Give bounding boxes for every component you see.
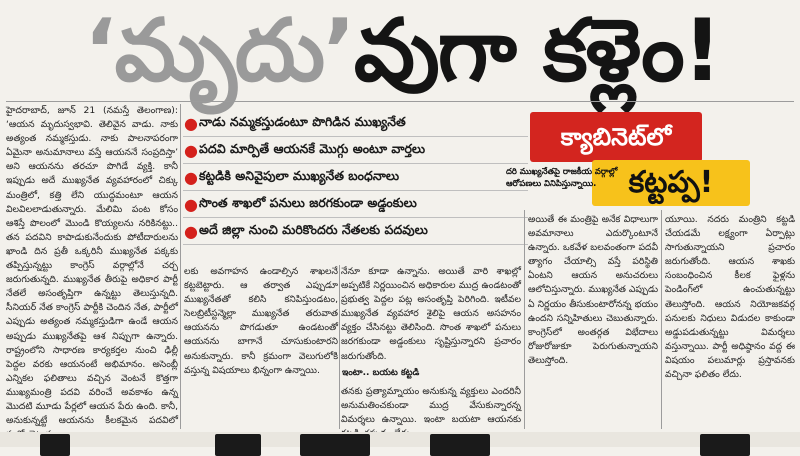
column-divider-3 — [524, 210, 525, 429]
bullet-text: పదవి మార్పితే ఆయనకే మొగ్గు అంటూ వార్తలు — [199, 140, 426, 156]
column-divider-1 — [180, 104, 181, 429]
bullet-text: సొంత శాఖలో పనులు జరగకుండా అడ్డంకులు — [199, 194, 417, 210]
bullet-dot-icon: ● — [184, 194, 198, 214]
bullet-dot-icon: ● — [184, 167, 198, 187]
article-column-5: యూయి. నదరు మంత్రిని కట్టడి చేయడమే లక్ష్యంగా ఏర్పాట్లు సాగుతున్నాయని ప్రచారం జరుగుతోంది. ఆయన శాఖకు సంబంధించిన కీలక ఫైళ్లను పెండింగ్‌లో ఉంచుతున్నట్టు తెలుస్తోంది. ఆయన నియోజకవర్గ పనులకు నిధులు విడుదల కాకుండా అడ్డుపడుతున్నట్టు విమర్శలు వస్తున్నాయి. పార్టీ అధిష్ఠానం వద్ద ఈ విషయం పలుమార్లు ప్రస్తావనకు వచ్చినా ఫలితం లేదు. — [665, 214, 795, 381]
next-headline-fragment — [215, 434, 261, 456]
headline — [6, 2, 798, 100]
cabinet-badge: క్యాబినెట్‌లో — [530, 112, 702, 162]
next-headline-fragment — [430, 434, 490, 456]
subheading: ఇంటా.. బయట కట్టడి — [342, 368, 420, 378]
bullet-text: కట్టడికి అనివైపులా ముఖ్యనేత బంధనాలు — [199, 167, 400, 183]
bullet-dot-icon: ● — [184, 221, 198, 241]
column-divider-2 — [339, 265, 340, 429]
article-column-1: హైదరాబాద్, జూన్ 21 (నమస్తే తెలంగాణ): ‘ఆయన మృదుస్వభావి. తెలివైన వాడు. నాకు అత్యంత నమ్మకస్తుడు. నాకు పాలనాపరంగా ఏమైనా అనుమానాలు వస్తే ఆయననే సంప్రదిస్తా’ అని ఆయనను తరచూ పొగిడే వ్యక్తి. కానీ ఇప్పుడు అదే ముఖ్యనేత వ్యవహారంలో చిక్కు మంత్రిలో, కత్తి లేని యుద్ధమంటూ ఆయన విలవిలలాడుతున్నారు. మేలిమి పంట కోసం ఆశిస్తే పొలంలో మొండి కొయ్యలను నరికినట్టు.. తన పదవిని కాపాడుకునేందుకు పోటీదారులను ఖాండి దిన ప్రతీ ఒక్కరినీ ముఖ్యనేత పక్కకు తప్పిస్తున్నట్టు కాంగ్రెస్ వర్గాల్లోనే చర్చ జరుగుతున్నది. ముఖ్యనేత తీరుపై అధికార పార్టీ నేతలే అసంతృప్తిగా ఉన్నట్టు తెలుస్తున్నది. సీనియర్ నేత కాంగ్రెస్ పార్టీకి చెందిన నేత, పార్టీలో ఎప్పుడు అత్యంత నమ్మకస్తుడిగా ఉండే ఆయన అప్పుడు ముఖ్యనేతపై ఆశ నిప్పుగా ఉన్నారు. రాష్ట్రంలోని సాధారణ కార్యకర్తల నుంచి ఢిల్లీ పెద్దల వరకు ఆయనంటే అభిమానం. అసెంబ్లీ ఎన్నికల ఫలితాలు వచ్చిన వెంటనే కొత్తగా ముఖ్యమంత్రి పదవి వరించే అవకాశం ఉన్న మొదటి మూడు పేర్లలో ఆయన పేరు ఉంది. కానీ, అనుకున్నట్టే ఆయనను కీలకమైన పదవిలో — [6, 105, 178, 427]
next-headline-fragment — [40, 434, 70, 456]
headline-divider — [6, 101, 794, 102]
bullet-item — [183, 218, 528, 245]
highlight-bullets — [183, 110, 528, 245]
next-headline-strip — [0, 432, 800, 447]
bullet-text: నాడు నమ్మకస్తుడంటూ పొగిడిన ముఖ్యనేత — [199, 113, 406, 129]
bullet-dot-icon: ● — [184, 113, 198, 133]
headline-rest: వుగా కళ్లెం! — [353, 1, 721, 101]
article-column-4: అయితే ఈ మంత్రిపై అనేక విధాలుగా అవమానాలు ఎదుర్కొంటూనే ఉన్నారు. ఒకవేళ బలవంతంగా పదవీ త్యాగం చేయాల్సి వస్తే పరిస్థితి ఏంటని ఆయన అనుచరులు ఆలోచిస్తున్నారు. ముఖ్యనేత ఎప్పుడు ఏ నిర్ణయం తీసుకుంటారోనన్న భయం ఉందని సన్నిహితులు చెబుతున్నారు. కాంగ్రెస్‌లో అంతర్గత విభేదాలు రోజురోజుకూ పెరుగుతున్నాయని తెలుస్తోంది. — [528, 214, 658, 366]
next-headline-fragment — [700, 434, 750, 456]
article-column-3b: తనకు ప్రత్యామ్నాయం అనుకున్న వ్యక్తులు ఎందరినీ అనుమతించకుండా ముద్ర వేసుకున్నారన్న విమర్శలు ఉన్నాయి. ఇంటా బయటా ఆయనకు — [341, 386, 521, 426]
article-column-2: లకు అవగాహన ఉండాల్సిన శాఖలనే కట్టబెట్టారు. ఆ తర్వాత ఎప్పుడూ ముఖ్యనేతతో కలిసి కనిపిస్తుండటం, సెలబ్రిటీస్టన్మెల్లా ముఖ్యనేత తరువాత ఆయనను పొగడుతూ ఉండటంతో ఆయనను బాగానే చూసుకుంటారని అనుకున్నారు. కానీ క్రమంగా వెలుగులోకి వస్తున్న విషయాలు భిన్నంగా ఉన్నాయి. — [184, 266, 338, 376]
article-column-3: నేనూ కూడా ఉన్నాను. అయితే వారి శాఖల్లో అప్పటికే నిర్ణయించిన అధికారుల ముద్ర ఉండటంతో ప్రభుత్వ పెద్దల పట్ల అసంతృప్తి పెరిగింది. ఇటీవల ముఖ్యనేత వ్యవహార శైలిపై ఆయన అసహనం వ్యక్తం చేసినట్టు తెలిసింది. సొంత శాఖలో పనులు జరగకుండా అడ్డంకులు సృష్టిస్తున్నారని ప్రచారం జరుగుతోంది. — [341, 266, 521, 362]
bullet-item — [183, 164, 528, 191]
bullet-text: అదే జిల్లా నుంచి మరికొందరు నేతలకు పదవులు — [199, 221, 428, 237]
headline-quoted-word: ‘మృదు’ — [83, 1, 354, 101]
column-divider-4 — [661, 210, 662, 429]
pull-quote: దరి ముఖ్యనేతపై రాజకీయ వర్గాల్లో ఆరోపణలు వినిపిస్తున్నాయి. — [506, 166, 618, 188]
bullet-dot-icon: ● — [184, 140, 198, 160]
bullet-item — [183, 110, 528, 137]
next-headline-fragment — [300, 434, 370, 456]
kattappa-badge: కట్టప్ప! — [592, 160, 750, 206]
bullet-item — [183, 137, 528, 164]
bullet-item — [183, 191, 528, 218]
